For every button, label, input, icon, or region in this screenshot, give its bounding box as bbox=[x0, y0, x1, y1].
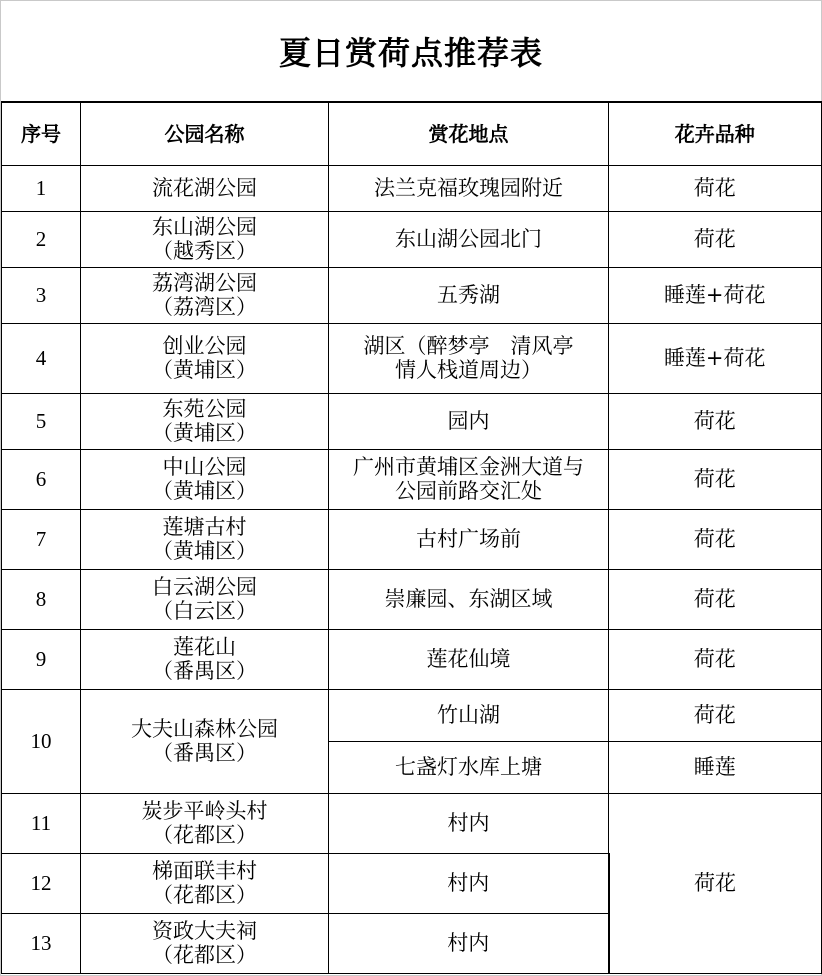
park-name-cell bbox=[81, 323, 329, 393]
table-row bbox=[2, 793, 822, 853]
table-row bbox=[2, 211, 822, 267]
row-index: 13 bbox=[2, 913, 81, 973]
park-name: 白云湖公园 bbox=[152, 575, 257, 599]
spot-text: 湖区（醉梦亭 清风亭 bbox=[363, 334, 574, 358]
park-name-cell bbox=[81, 569, 329, 629]
spot-text-line2: 公园前路交汇处 bbox=[395, 479, 542, 503]
flower-cell: 荷花 bbox=[609, 689, 822, 741]
park-name: 东山湖公园 bbox=[152, 215, 257, 239]
header-park: 公园名称 bbox=[81, 102, 329, 165]
row-index: 6 bbox=[2, 449, 81, 509]
table-header-row bbox=[2, 102, 822, 165]
spot-cell bbox=[329, 323, 609, 393]
park-name-cell bbox=[81, 913, 329, 973]
flower-cell: 荷花 bbox=[609, 509, 822, 569]
lotus-spots-table bbox=[1, 101, 822, 974]
spot-cell bbox=[329, 569, 609, 629]
flower-cell: 睡莲+荷花 bbox=[609, 267, 822, 323]
row-index: 12 bbox=[2, 853, 81, 913]
park-name: 中山公园 bbox=[162, 455, 247, 479]
header-index: 序号 bbox=[2, 102, 81, 165]
row-index: 7 bbox=[2, 509, 81, 569]
park-name: 莲花山 bbox=[173, 635, 236, 659]
spot-cell bbox=[329, 449, 609, 509]
spot-text: 法兰克福玫瑰园附近 bbox=[374, 176, 563, 200]
table-row bbox=[2, 509, 822, 569]
park-name: 创业公园 bbox=[162, 334, 247, 358]
spot-cell bbox=[329, 629, 609, 689]
park-district: （番禺区） bbox=[152, 659, 257, 683]
table-row bbox=[2, 393, 822, 449]
table-row bbox=[2, 323, 822, 393]
park-name-cell bbox=[81, 267, 329, 323]
park-district: （黄埔区） bbox=[152, 358, 257, 382]
spot-cell bbox=[329, 211, 609, 267]
park-name-cell bbox=[81, 449, 329, 509]
page-title: 夏日赏荷点推荐表 bbox=[278, 34, 543, 72]
flower-cell: 睡莲+荷花 bbox=[609, 323, 822, 393]
park-name: 流花湖公园 bbox=[152, 176, 257, 200]
park-name: 资政大夫祠 bbox=[152, 919, 257, 943]
park-name: 莲塘古村 bbox=[162, 515, 247, 539]
table-row bbox=[2, 629, 822, 689]
spot-text: 广州市黄埔区金洲大道与 bbox=[353, 455, 584, 479]
header-spot: 赏花地点 bbox=[329, 102, 609, 165]
spot-text: 五秀湖 bbox=[437, 283, 500, 307]
spot-text-line2: 情人栈道周边） bbox=[395, 358, 542, 382]
park-name-cell bbox=[81, 509, 329, 569]
table-row bbox=[2, 267, 822, 323]
spot-cell bbox=[329, 393, 609, 449]
row-index: 4 bbox=[2, 323, 81, 393]
table-row bbox=[2, 449, 822, 509]
park-name: 荔湾湖公园 bbox=[152, 271, 257, 295]
park-district: （黄埔区） bbox=[152, 479, 257, 503]
row-index: 3 bbox=[2, 267, 81, 323]
park-district: （番禺区） bbox=[152, 741, 257, 765]
park-name-cell bbox=[81, 165, 329, 211]
row-index: 11 bbox=[2, 793, 81, 853]
row-index: 1 bbox=[2, 165, 81, 211]
table-row bbox=[2, 689, 822, 741]
header-flower: 花卉品种 bbox=[609, 102, 822, 165]
spot-cell: 村内 bbox=[329, 913, 609, 973]
park-district: （黄埔区） bbox=[152, 539, 257, 563]
park-district: （黄埔区） bbox=[152, 421, 257, 445]
park-name-cell bbox=[81, 629, 329, 689]
park-district: （花都区） bbox=[152, 883, 257, 907]
flower-cell: 荷花 bbox=[609, 393, 822, 449]
flower-cell: 荷花 bbox=[609, 569, 822, 629]
spot-text: 园内 bbox=[447, 409, 490, 433]
title-area bbox=[1, 1, 821, 101]
spot-text: 东山湖公园北门 bbox=[395, 227, 542, 251]
row-index: 5 bbox=[2, 393, 81, 449]
flower-cell: 荷花 bbox=[609, 165, 822, 211]
flower-cell: 荷花 bbox=[609, 211, 822, 267]
row-index: 10 bbox=[2, 689, 81, 793]
spot-cell: 村内 bbox=[329, 793, 609, 853]
park-name: 大夫山森林公园 bbox=[131, 717, 278, 741]
park-district: （花都区） bbox=[152, 943, 257, 967]
park-name-cell bbox=[81, 689, 329, 793]
spot-cell bbox=[329, 165, 609, 211]
park-name-cell bbox=[81, 393, 329, 449]
park-name: 东苑公园 bbox=[162, 397, 247, 421]
spot-cell bbox=[329, 509, 609, 569]
row-index: 2 bbox=[2, 211, 81, 267]
park-name: 炭步平岭头村 bbox=[141, 799, 268, 823]
spot-cell: 村内 bbox=[329, 853, 609, 913]
park-district: （荔湾区） bbox=[152, 295, 257, 319]
row-index: 9 bbox=[2, 629, 81, 689]
park-district: （白云区） bbox=[152, 599, 257, 623]
park-name-cell bbox=[81, 793, 329, 853]
flower-cell: 荷花 bbox=[609, 449, 822, 509]
spot-text: 莲花仙境 bbox=[426, 647, 511, 671]
flower-cell: 睡莲 bbox=[609, 741, 822, 793]
park-name-cell bbox=[81, 853, 329, 913]
flower-cell: 荷花 bbox=[609, 629, 822, 689]
park-district: （越秀区） bbox=[152, 239, 257, 263]
park-name: 梯面联丰村 bbox=[152, 859, 257, 883]
spot-cell bbox=[329, 267, 609, 323]
spot-text: 崇廉园、东湖区域 bbox=[384, 587, 553, 611]
table-row bbox=[2, 569, 822, 629]
flower-cell-merged: 荷花 bbox=[609, 793, 822, 973]
park-district: （花都区） bbox=[152, 823, 257, 847]
row-index: 8 bbox=[2, 569, 81, 629]
table-row bbox=[2, 165, 822, 211]
spot-text: 古村广场前 bbox=[416, 527, 521, 551]
spot-cell: 七盏灯水库上塘 bbox=[329, 741, 609, 793]
park-name-cell bbox=[81, 211, 329, 267]
spot-cell: 竹山湖 bbox=[329, 689, 609, 741]
